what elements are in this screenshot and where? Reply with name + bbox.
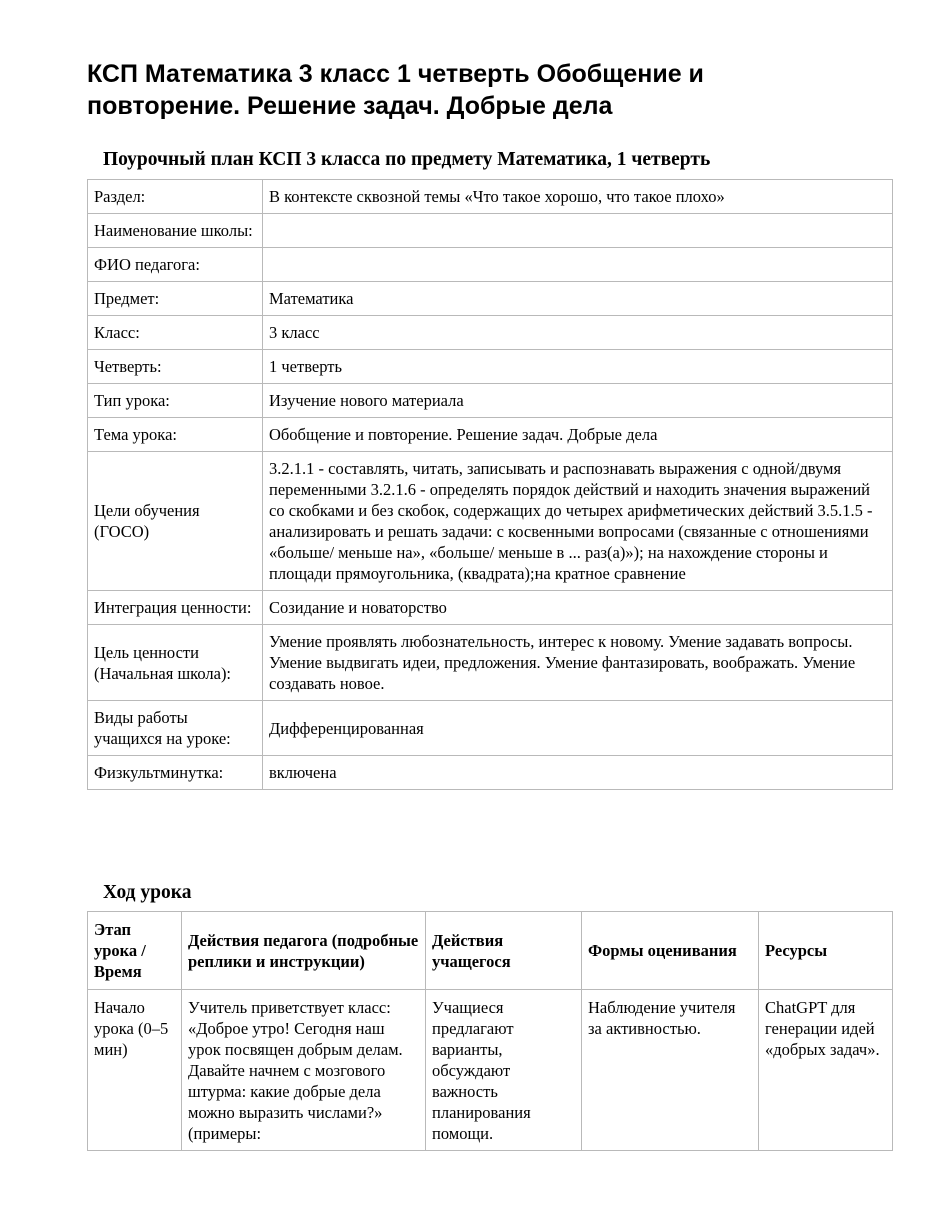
document-title: КСП Математика 3 класс 1 четверть Обобщение и повторение. Решение задач. Добрые дела (87, 60, 704, 120)
table-row (88, 625, 893, 701)
assessment-cell: Наблюдение учителя за активностью. (582, 990, 759, 1151)
lesson-course-table (87, 911, 893, 1151)
row-label: Цели обучения (ГОСО) (88, 452, 263, 591)
table-row (88, 316, 893, 350)
table-row (88, 180, 893, 214)
table-row (88, 384, 893, 418)
table-row (88, 591, 893, 625)
table-row (88, 214, 893, 248)
table-row (88, 701, 893, 756)
plan-heading: Поурочный план КСП 3 класса по предмету Математика, 1 четверть (103, 149, 711, 170)
table-row (88, 418, 893, 452)
table-header-row (88, 912, 893, 990)
row-value: включена (263, 756, 893, 790)
row-label: Цель ценности (Начальная школа): (88, 625, 263, 701)
student-actions-cell: Учащиеся предлагают варианты, обсуждают важность планирования помощи. (426, 990, 582, 1151)
row-value: 3.2.1.1 - составлять, читать, записывать и распознавать выражения с одной/двумя переменными 3.2.1.6 - определять порядок действий и находить значения выражений со скобками и без скобок, содержащих до четырех арифметических действий 3.5.1.5 - анализировать и решать задачи: с косвенными вопросами (связанные с отношениями «больше/ меньше на», «больше/ меньше в ... раз(а)»); на нахождение стороны и площади прямоугольника, (квадрата);на кратное сравнение (263, 452, 893, 591)
table-row (88, 990, 893, 1151)
table-row (88, 452, 893, 591)
row-label: ФИО педагога: (88, 248, 263, 282)
row-value: Умение проявлять любознательность, интерес к новому. Умение задавать вопросы. Умение выдвигать идеи, предложения. Умение фантазировать, воображать. Умение создавать новое. (263, 625, 893, 701)
table-row (88, 756, 893, 790)
row-label: Тип урока: (88, 384, 263, 418)
row-value: Созидание и новаторство (263, 591, 893, 625)
row-label: Четверть: (88, 350, 263, 384)
column-header-resources: Ресурсы (759, 912, 893, 990)
table-row (88, 282, 893, 316)
column-header-stage: Этап урока / Время (88, 912, 182, 990)
row-label: Предмет: (88, 282, 263, 316)
row-label: Наименование школы: (88, 214, 263, 248)
row-label: Класс: (88, 316, 263, 350)
course-heading: Ход урока (103, 882, 192, 903)
stage-cell: Начало урока (0–5 мин) (88, 990, 182, 1151)
row-value: Математика (263, 282, 893, 316)
row-value (263, 248, 893, 282)
row-value: Дифференцированная (263, 701, 893, 756)
row-value: 3 класс (263, 316, 893, 350)
row-label: Физкультминутка: (88, 756, 263, 790)
row-value: 1 четверть (263, 350, 893, 384)
teacher-actions-cell: Учитель приветствует класс: «Доброе утро! Сегодня наш урок посвящен добрым делам. Давайте начнем с мозгового штурма: какие добрые дела можно выразить числами?» (примеры: (182, 990, 426, 1151)
lesson-info-table (87, 179, 893, 790)
row-value: В контексте сквозной темы «Что такое хорошо, что такое плохо» (263, 180, 893, 214)
resources-cell: ChatGPT для генерации идей «добрых задач». (759, 990, 893, 1151)
row-label: Интеграция ценности: (88, 591, 263, 625)
column-header-assessment: Формы оценивания (582, 912, 759, 990)
row-value (263, 214, 893, 248)
row-label: Виды работы учащихся на уроке: (88, 701, 263, 756)
table-row (88, 350, 893, 384)
row-value: Изучение нового материала (263, 384, 893, 418)
row-value: Обобщение и повторение. Решение задач. Добрые дела (263, 418, 893, 452)
column-header-teacher-actions: Действия педагога (подробные реплики и инструкции) (182, 912, 426, 990)
row-label: Тема урока: (88, 418, 263, 452)
row-label: Раздел: (88, 180, 263, 214)
column-header-student-actions: Действия учащегося (426, 912, 582, 990)
table-row (88, 248, 893, 282)
